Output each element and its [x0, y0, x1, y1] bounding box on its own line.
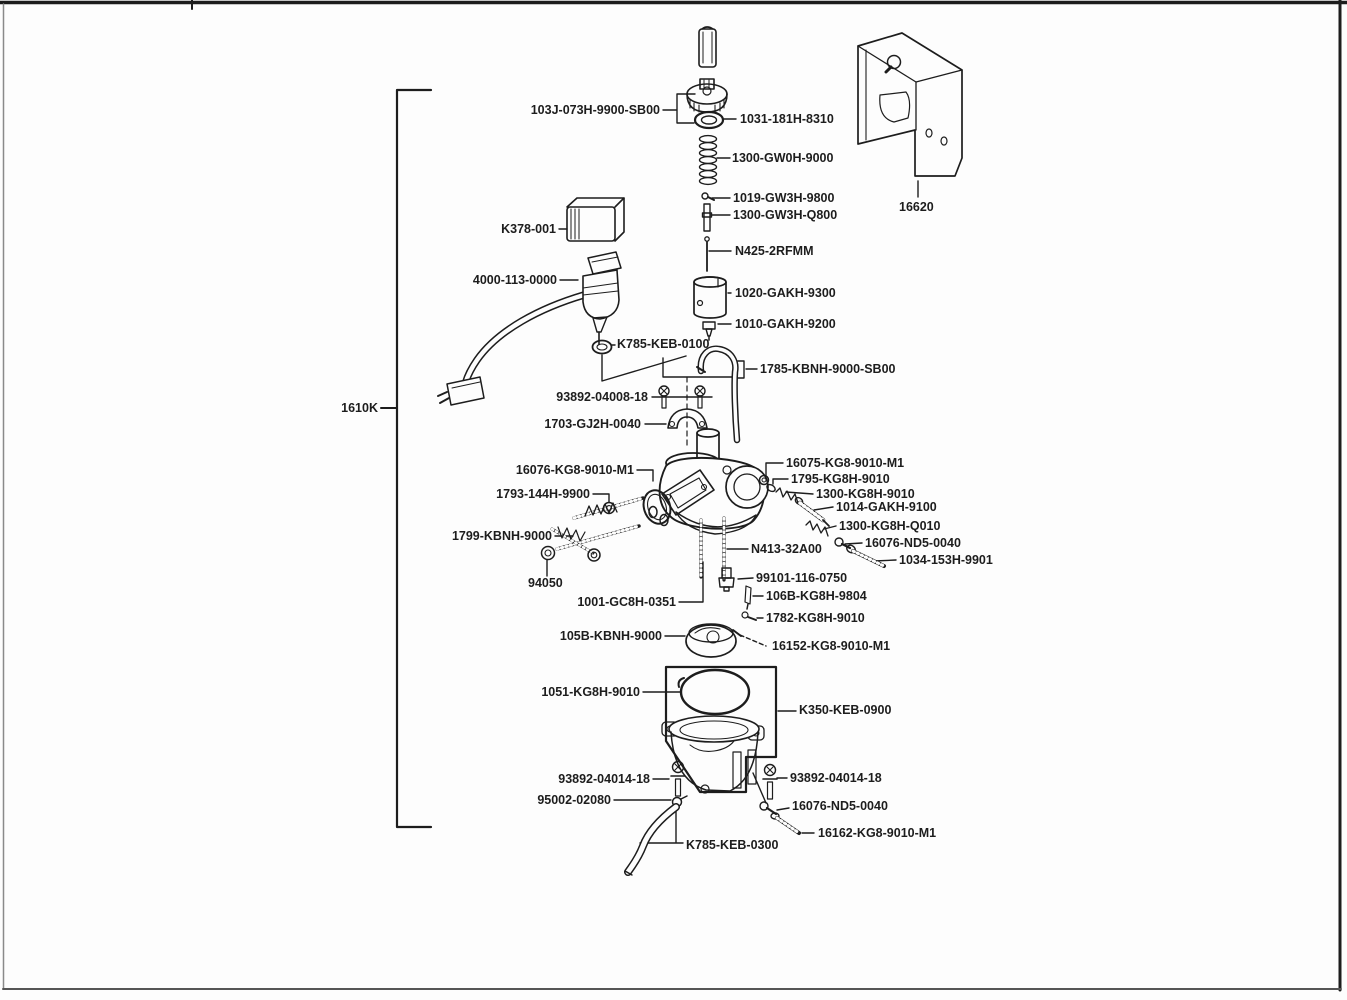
part-label-k378-001: K378-001	[501, 222, 556, 236]
part-label-16620: 16620	[899, 200, 934, 214]
part-stay-bracket-16620	[858, 33, 962, 176]
part-label-1300-kg8h-9010: 1300-KG8H-9010	[816, 487, 915, 501]
part-label-16076-nd5-0040-b: 16076-ND5-0040	[792, 799, 888, 813]
part-needle-holder-q800	[703, 204, 712, 231]
assembly-bracket-label-1610k: 1610K	[341, 401, 378, 415]
part-label-n425-2rfmm: N425-2RFMM	[735, 244, 814, 258]
part-label-105b-kbnh-9000: 105B-KBNH-9000	[559, 629, 662, 643]
part-label-1785-kbnh-9000-sb00: 1785-KBNH-9000-SB00	[760, 362, 896, 376]
part-label-16076-kg8-9010-m1: 16076-KG8-9010-M1	[515, 463, 634, 477]
part-drain-tube	[625, 796, 687, 875]
part-main-jet-99101	[719, 568, 734, 591]
part-label-16076-nd5-0040-a: 16076-ND5-0040	[865, 536, 961, 550]
part-label-k785-keb-0300: K785-KEB-0300	[686, 838, 779, 852]
part-label-1051-kg8h-9010: 1051-KG8H-9010	[541, 685, 640, 699]
part-label-93892-04014-18-left: 93892-04014-18	[558, 772, 650, 786]
part-label-1782-kg8h-9010: 1782-KG8H-9010	[766, 611, 865, 625]
part-label-1300-gw0h-9000: 1300-GW0H-9000	[732, 151, 834, 165]
part-label-1300-kg8h-q010: 1300-KG8H-Q010	[839, 519, 941, 533]
part-clip-1782	[742, 612, 756, 620]
part-label-16075-kg8-9010-m1: 16075-KG8-9010-M1	[786, 456, 905, 470]
part-float-valve-106b	[745, 586, 751, 609]
part-carburetor-body	[660, 429, 768, 534]
part-label-1795-kg8h-9010: 1795-KG8H-9010	[791, 472, 890, 486]
part-screw-16076nd5-bottom	[760, 802, 776, 814]
part-label-1300-gw3h-q800: 1300-GW3H-Q800	[733, 208, 838, 222]
part-label-94050: 94050	[528, 576, 563, 590]
part-cable-adjuster-tube	[699, 27, 716, 67]
part-label-1031-181h-8310: 1031-181H-8310	[740, 112, 834, 126]
part-label-93892-04008-18: 93892-04008-18	[556, 390, 648, 404]
part-label-1793-144h-9900: 1793-144H-9900	[496, 487, 590, 501]
part-label-99101-116-0750: 99101-116-0750	[756, 571, 848, 585]
part-float-bowl	[662, 716, 764, 793]
part-label-n413-32a00: N413-32A00	[751, 542, 822, 556]
part-label-1001-gc8h-0351: 1001-GC8H-0351	[577, 595, 676, 609]
part-label-4000-113-0000: 4000-113-0000	[472, 273, 557, 287]
part-label-93892-04014-18-right: 93892-04014-18	[790, 771, 882, 785]
part-oring-1031	[695, 112, 723, 128]
part-label-k785-keb-0100: K785-KEB-0100	[617, 337, 710, 351]
part-label-16162-kg8-9010-m1: 16162-KG8-9010-M1	[818, 826, 937, 840]
part-label-1014-gakh-9100: 1014-GAKH-9100	[836, 500, 937, 514]
part-label-1019-gw3h-9800: 1019-GW3H-9800	[733, 191, 835, 205]
part-label-103j-073h-9900-sb00: 103J-073H-9900-SB00	[530, 103, 660, 117]
part-oring-k785-0100	[593, 341, 612, 354]
part-label-1034-153h-9901: 1034-153H-9901	[899, 553, 993, 567]
part-float-105b	[686, 624, 741, 657]
part-jet-16162	[771, 813, 799, 833]
part-label-1703-gj2h-0040: 1703-GJ2H-0040	[544, 417, 641, 431]
part-bowl-gasket-1051	[679, 670, 749, 714]
part-top-cap	[687, 79, 727, 112]
part-label-1010-gakh-9200: 1010-GAKH-9200	[735, 317, 836, 331]
part-label-106b-kg8h-9804: 106B-KG8H-9804	[766, 589, 867, 603]
part-label-1020-gakh-9300: 1020-GAKH-9300	[735, 286, 836, 300]
part-screw-spring-cluster	[542, 498, 669, 561]
part-label-k350-keb-0900: K350-KEB-0900	[799, 703, 892, 717]
part-spring-gw0h	[700, 136, 717, 185]
part-label-1799-kbnh-9000: 1799-KBNH-9000	[451, 529, 552, 543]
part-label-16152-kg8-9010-m1: 16152-KG8-9010-M1	[772, 639, 891, 653]
part-jet-needle-n425	[705, 237, 709, 271]
part-clip-1019	[702, 193, 714, 200]
assembly-bracket-1610k	[381, 90, 431, 827]
part-throttle-valve-1020	[694, 277, 726, 318]
part-label-95002-02080: 95002-02080	[537, 793, 611, 807]
part-cdi-box-k378	[567, 198, 624, 241]
